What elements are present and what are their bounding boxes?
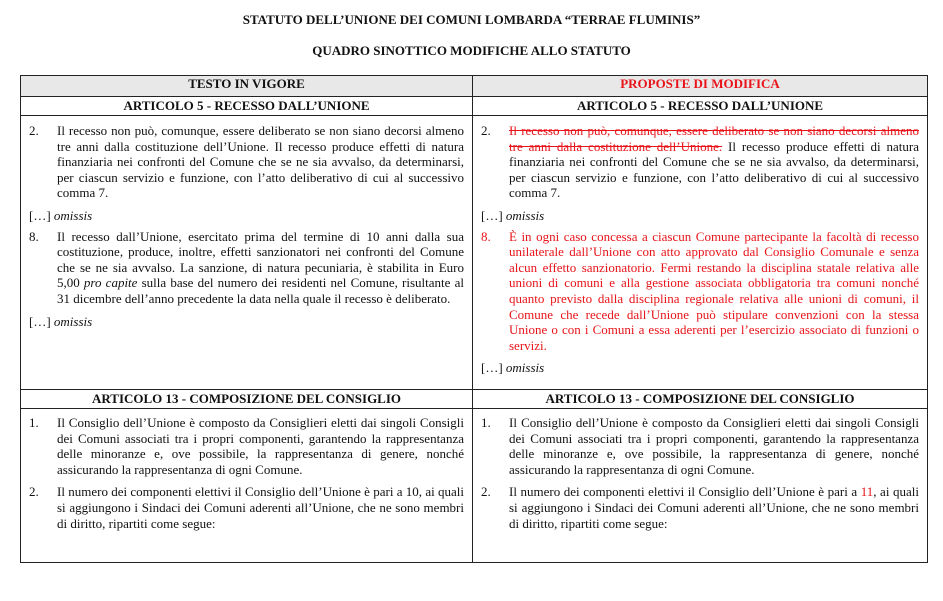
article-5-heading: ARTICOLO 5 - RECESSO DALL’UNIONE [473,97,927,116]
comma-text: Il numero dei componenti elettivi il Consiglio dell’Unione è pari a 11, ai quali si aggiungono i Sindaci dei Comuni aderenti all’Unione, che ne sono membri di diritto, ripartiti come segue: [509,484,919,531]
column-header-current-text: TESTO IN VIGORE [21,76,473,97]
article-5-proposed-cell [473,97,928,390]
article-5-heading: ARTICOLO 5 - RECESSO DALL’UNIONE [21,97,472,116]
comma-number: 1. [29,415,39,430]
comma-2-proposed [481,484,919,531]
comma-number: 2. [481,123,491,138]
comma-text: Il numero dei componenti elettivi il Consiglio dell’Unione è pari a 10, ai quali si aggiungono i Sindaci dei Comuni aderenti all’Unione, che ne sono membri di diritto, ripartiti come segue: [57,484,464,531]
comma-8-current [29,229,464,307]
comma-number: 8. [481,228,491,244]
comma-2-proposed [481,123,919,201]
omissis-note: […] omissis [29,207,93,223]
article-13-proposed-cell [473,390,928,563]
comma-text: Il Consiglio dell’Unione è composto da Consiglieri eletti dai singoli Consigli dei Comuni associati tra i propri componenti, garantendo la rappresentanza delle minoranze e, ove possibile, la rappresentanza di genere, nonché assicurando la rappresentanza di ogni Comune. [509,415,919,477]
comma-text: Il recesso dall’Unione, esercitato prima del termine di 10 anni dalla sua costituzione, produce, inoltre, effetti sanzionatori nei confronti del Comune che se ne sia avvalso. La sanzione, di natura pecuniaria, è stabilita in Euro 5,00 pro capite sulla base del numero dei residenti nel Comune, risultante al 31 dicembre dell’anno precedente la data nella quale il recesso è deliberato. [57,228,464,306]
omissis-note: […] omissis [481,207,545,223]
article-5-row [21,97,928,390]
document-subtitle: QUADRO SINOTTICO MODIFICHE ALLO STATUTO [312,43,631,58]
omissis-note: […] omissis [29,313,93,329]
article-13-row [21,390,928,563]
column-header-proposed-changes: PROPOSTE DI MODIFICA [473,76,928,97]
comma-text: È in ogni caso concessa a ciascun Comune partecipante la facoltà di recesso unilaterale dall’Unione con atto approvato dal Consiglio Comunale e senza alcun effetto sanzionatorio. Fermi restando la disciplina statale relativa alle unioni di comuni e alla gestione associata obbligatoria tra comuni nonché quanto previsto dalla disciplina regionale relativa alle unioni di comuni, il Comune che recede dall’Unione può stipulare convenzioni con la stessa Unione o con i Comuni a essa aderenti per l’esercizio associato di funzioni o servizi. [509,228,919,353]
article-13-heading: ARTICOLO 13 - COMPOSIZIONE DEL CONSIGLIO [473,390,927,409]
deleted-text: Il recesso non può, comunque, essere deliberato se non siano decorsi almeno tre anni dalla costituzione dell’Unione. [509,123,919,154]
comma-number: 1. [481,415,491,430]
column-header-row [21,76,928,97]
comma-text: Il recesso non può, comunque, essere deliberato se non siano decorsi almeno tre anni dalla costituzione dell’Unione. Il recesso produce effetti di natura finanziaria nei confronti del Comune che se ne sia avvalso, da determinarsi, per ciascun servizio e funzione, con l’atto deliberativo di cui al successivo comma 7. [509,123,919,201]
article-13-heading: ARTICOLO 13 - COMPOSIZIONE DEL CONSIGLIO [21,390,472,409]
modified-number: 11 [860,484,874,500]
comma-8-proposed [481,229,919,354]
comma-number: 2. [29,123,39,138]
synoptic-table [20,75,928,563]
comma-2-current [29,123,464,201]
comma-text: Il Consiglio dell’Unione è composto da Consiglieri eletti dai singoli Consigli dei Comuni associati tra i propri componenti, garantendo la rappresentanza delle minoranze e, ove possibile, la rappresentanza di genere, nonché assicurando la rappresentanza di ogni Comune. [57,415,464,477]
comma-1-current [29,415,464,477]
comma-number: 2. [29,484,39,500]
article-5-current-cell [21,97,473,390]
comma-number: 2. [481,484,491,500]
omissis-note: […] omissis [481,360,545,376]
comma-1-proposed [481,415,919,477]
comma-text: Il recesso non può, comunque, essere deliberato se non siano decorsi almeno tre anni dalla costituzione dell’Unione. Il recesso produce effetti di natura finanziaria nei confronti del Comune che se ne sia avvalso, da determinarsi, per ciascun servizio e funzione, con l’atto deliberativo di cui al successivo comma 7. [57,123,464,201]
article-13-current-cell [21,390,473,563]
document-title: STATUTO DELL’UNIONE DEI COMUNI LOMBARDA “TERRAE FLUMINIS” [242,12,701,27]
comma-2-current [29,484,464,531]
comma-number: 8. [29,228,39,244]
